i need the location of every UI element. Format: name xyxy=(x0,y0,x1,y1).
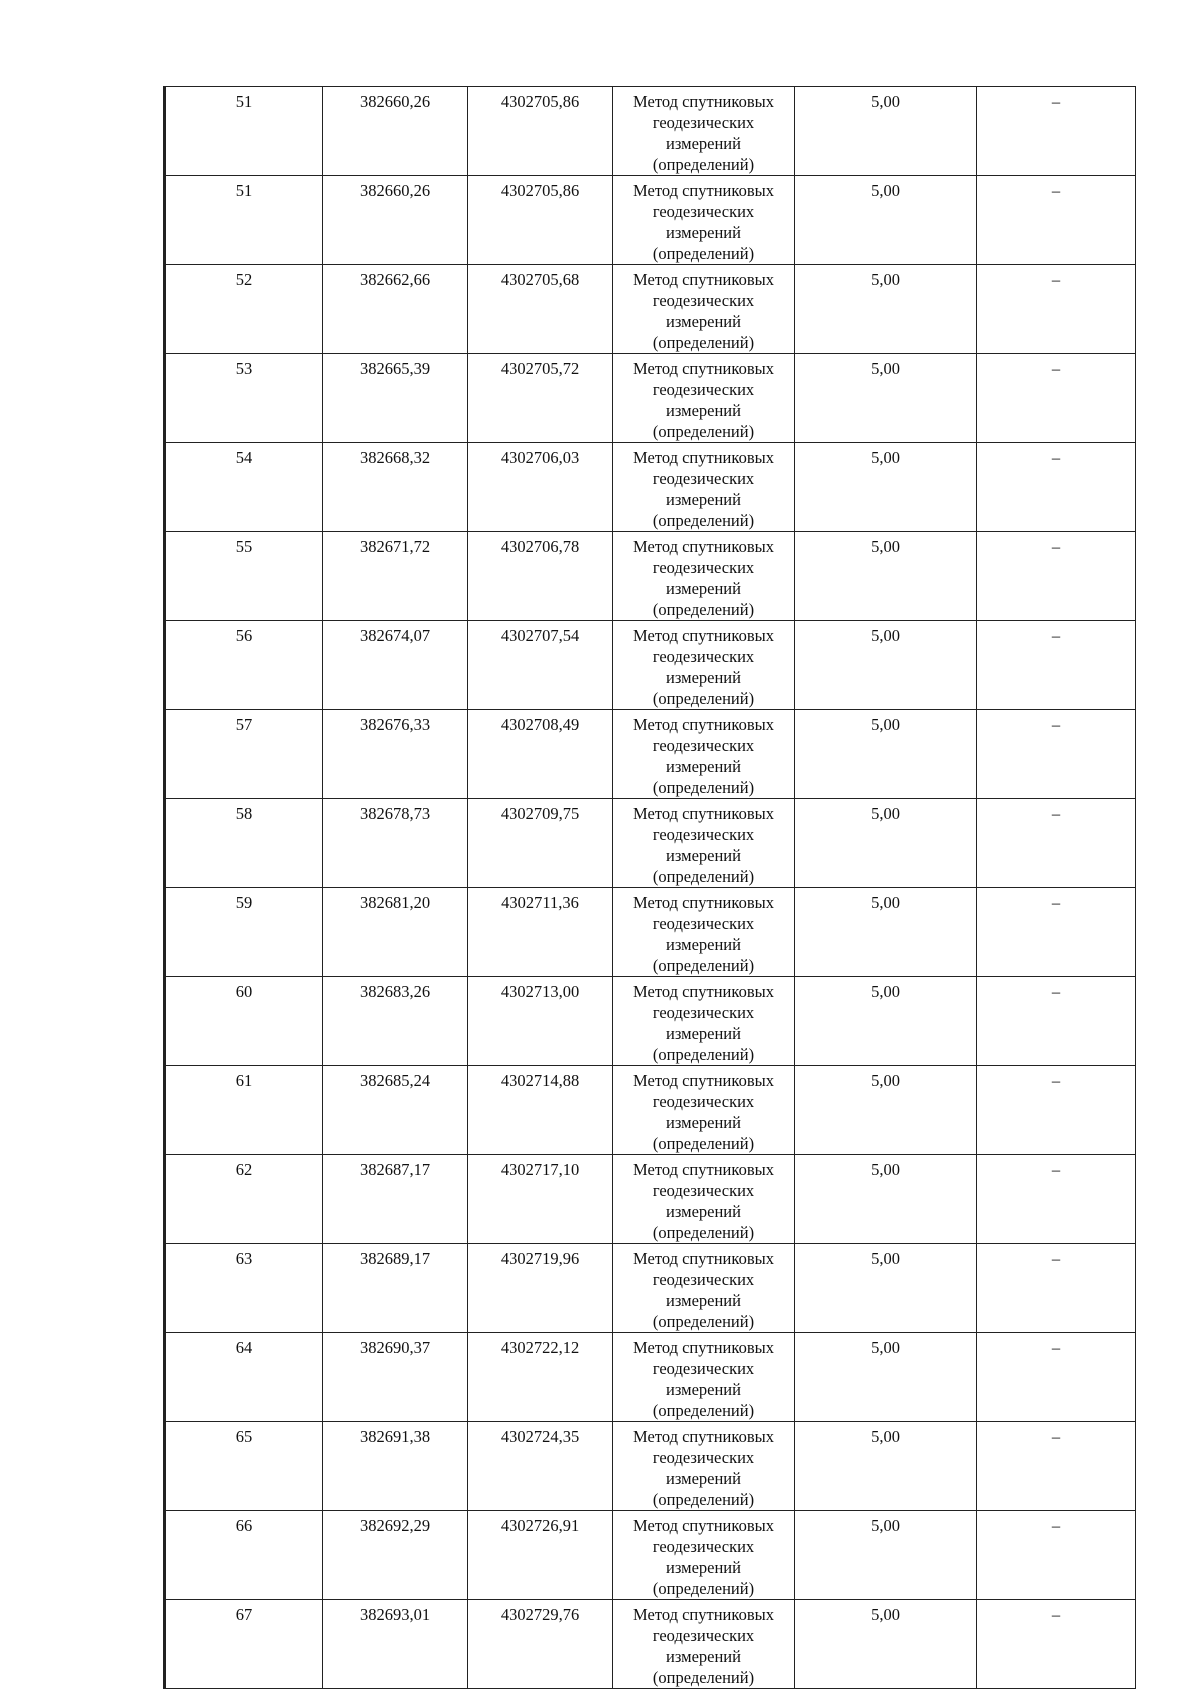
coordinates-table xyxy=(163,86,1136,1689)
method-text-line: геодезических xyxy=(652,1092,755,1111)
method-text-line: геодезических xyxy=(652,113,755,132)
note-cell: – xyxy=(977,1511,1136,1600)
method-text-line: Метод спутниковых xyxy=(633,92,774,111)
method-text-line: Метод спутниковых xyxy=(633,537,774,556)
method-cell xyxy=(613,443,795,532)
precision-cell: 5,00 xyxy=(795,710,977,799)
method-text-line: Метод спутниковых xyxy=(633,1516,774,1535)
x-coordinate-cell: 382685,24 xyxy=(323,1066,468,1155)
note-cell: – xyxy=(977,1066,1136,1155)
precision-cell: 5,00 xyxy=(795,176,977,265)
table-row xyxy=(165,621,1136,710)
method-text-line: (определений) xyxy=(652,1579,755,1598)
note-cell: – xyxy=(977,621,1136,710)
method-text-line: геодезических xyxy=(652,1181,755,1200)
point-number-cell: 57 xyxy=(165,710,323,799)
point-number-cell: 51 xyxy=(165,87,323,176)
note-cell: – xyxy=(977,888,1136,977)
point-number-cell: 62 xyxy=(165,1155,323,1244)
method-text-line: геодезических xyxy=(652,202,755,221)
method-text-line: геодезических xyxy=(652,1448,755,1467)
x-coordinate-cell: 382676,33 xyxy=(323,710,468,799)
point-number-cell: 58 xyxy=(165,799,323,888)
table-row xyxy=(165,799,1136,888)
table-row xyxy=(165,977,1136,1066)
method-text-line: измерений xyxy=(666,757,741,776)
method-text-line: Метод спутниковых xyxy=(633,448,774,467)
point-number-cell: 63 xyxy=(165,1244,323,1333)
method-text-line: Метод спутниковых xyxy=(633,982,774,1001)
point-number-cell: 67 xyxy=(165,1600,323,1689)
method-text-line: (определений) xyxy=(652,1312,755,1331)
method-text-line: геодезических xyxy=(652,291,755,310)
precision-cell: 5,00 xyxy=(795,1422,977,1511)
method-cell xyxy=(613,799,795,888)
method-text-line: (определений) xyxy=(652,600,755,619)
y-coordinate-cell: 4302713,00 xyxy=(468,977,613,1066)
precision-cell: 5,00 xyxy=(795,977,977,1066)
method-text-line: (определений) xyxy=(652,956,755,975)
method-cell xyxy=(613,710,795,799)
y-coordinate-cell: 4302708,49 xyxy=(468,710,613,799)
method-text-line: измерений xyxy=(666,1380,741,1399)
method-cell xyxy=(613,1155,795,1244)
method-text-line: измерений xyxy=(666,935,741,954)
y-coordinate-cell: 4302722,12 xyxy=(468,1333,613,1422)
table-row xyxy=(165,443,1136,532)
method-text-line: Метод спутниковых xyxy=(633,270,774,289)
point-number-cell: 59 xyxy=(165,888,323,977)
method-text-line: геодезических xyxy=(652,647,755,666)
x-coordinate-cell: 382665,39 xyxy=(323,354,468,443)
method-text-line: (определений) xyxy=(652,689,755,708)
method-text-line: измерений xyxy=(666,490,741,509)
method-text-line: геодезических xyxy=(652,380,755,399)
x-coordinate-cell: 382689,17 xyxy=(323,1244,468,1333)
y-coordinate-cell: 4302705,86 xyxy=(468,176,613,265)
method-text-line: измерений xyxy=(666,1291,741,1310)
method-text-line: геодезических xyxy=(652,469,755,488)
point-number-cell: 64 xyxy=(165,1333,323,1422)
point-number-cell: 56 xyxy=(165,621,323,710)
point-number-cell: 53 xyxy=(165,354,323,443)
point-number-cell: 60 xyxy=(165,977,323,1066)
y-coordinate-cell: 4302706,78 xyxy=(468,532,613,621)
table-row xyxy=(165,176,1136,265)
note-cell: – xyxy=(977,1422,1136,1511)
point-number-cell: 52 xyxy=(165,265,323,354)
method-text-line: геодезических xyxy=(652,1270,755,1289)
table-row xyxy=(165,532,1136,621)
method-text-line: Метод спутниковых xyxy=(633,359,774,378)
method-text-line: измерений xyxy=(666,1024,741,1043)
x-coordinate-cell: 382690,37 xyxy=(323,1333,468,1422)
point-number-cell: 61 xyxy=(165,1066,323,1155)
method-text-line: (определений) xyxy=(652,422,755,441)
method-text-line: (определений) xyxy=(652,778,755,797)
method-text-line: (определений) xyxy=(652,867,755,886)
method-cell xyxy=(613,1333,795,1422)
method-text-line: Метод спутниковых xyxy=(633,1071,774,1090)
y-coordinate-cell: 4302726,91 xyxy=(468,1511,613,1600)
method-text-line: измерений xyxy=(666,1558,741,1577)
method-text-line: геодезических xyxy=(652,1003,755,1022)
method-text-line: (определений) xyxy=(652,1134,755,1153)
table-row xyxy=(165,1155,1136,1244)
point-number-cell: 51 xyxy=(165,176,323,265)
note-cell: – xyxy=(977,1155,1136,1244)
method-text-line: измерений xyxy=(666,401,741,420)
y-coordinate-cell: 4302711,36 xyxy=(468,888,613,977)
y-coordinate-cell: 4302709,75 xyxy=(468,799,613,888)
method-cell xyxy=(613,1244,795,1333)
note-cell: – xyxy=(977,176,1136,265)
method-cell xyxy=(613,977,795,1066)
method-text-line: измерений xyxy=(666,1202,741,1221)
method-text-line: (определений) xyxy=(652,1401,755,1420)
precision-cell: 5,00 xyxy=(795,354,977,443)
y-coordinate-cell: 4302724,35 xyxy=(468,1422,613,1511)
method-text-line: Метод спутниковых xyxy=(633,1338,774,1357)
note-cell: – xyxy=(977,1600,1136,1689)
method-cell xyxy=(613,1066,795,1155)
precision-cell: 5,00 xyxy=(795,1333,977,1422)
x-coordinate-cell: 382687,17 xyxy=(323,1155,468,1244)
y-coordinate-cell: 4302705,72 xyxy=(468,354,613,443)
table-row xyxy=(165,87,1136,176)
note-cell: – xyxy=(977,1244,1136,1333)
method-text-line: геодезических xyxy=(652,914,755,933)
method-text-line: измерений xyxy=(666,312,741,331)
table-row xyxy=(165,1422,1136,1511)
coordinates-table-body xyxy=(165,87,1136,1689)
y-coordinate-cell: 4302707,54 xyxy=(468,621,613,710)
method-cell xyxy=(613,176,795,265)
note-cell: – xyxy=(977,710,1136,799)
y-coordinate-cell: 4302705,68 xyxy=(468,265,613,354)
method-cell xyxy=(613,265,795,354)
method-text-line: (определений) xyxy=(652,1045,755,1064)
table-row xyxy=(165,1244,1136,1333)
note-cell: – xyxy=(977,443,1136,532)
method-text-line: Метод спутниковых xyxy=(633,893,774,912)
x-coordinate-cell: 382692,29 xyxy=(323,1511,468,1600)
point-number-cell: 66 xyxy=(165,1511,323,1600)
method-text-line: измерений xyxy=(666,134,741,153)
note-cell: – xyxy=(977,799,1136,888)
method-text-line: геодезических xyxy=(652,1359,755,1378)
method-text-line: геодезических xyxy=(652,558,755,577)
x-coordinate-cell: 382668,32 xyxy=(323,443,468,532)
precision-cell: 5,00 xyxy=(795,1155,977,1244)
method-text-line: измерений xyxy=(666,579,741,598)
method-text-line: (определений) xyxy=(652,1223,755,1242)
precision-cell: 5,00 xyxy=(795,265,977,354)
note-cell: – xyxy=(977,532,1136,621)
y-coordinate-cell: 4302729,76 xyxy=(468,1600,613,1689)
precision-cell: 5,00 xyxy=(795,1511,977,1600)
note-cell: – xyxy=(977,87,1136,176)
method-cell xyxy=(613,532,795,621)
table-row xyxy=(165,1066,1136,1155)
method-text-line: измерений xyxy=(666,846,741,865)
method-cell xyxy=(613,1511,795,1600)
precision-cell: 5,00 xyxy=(795,1066,977,1155)
method-text-line: Метод спутниковых xyxy=(633,626,774,645)
x-coordinate-cell: 382660,26 xyxy=(323,176,468,265)
method-text-line: Метод спутниковых xyxy=(633,1249,774,1268)
table-row xyxy=(165,1333,1136,1422)
precision-cell: 5,00 xyxy=(795,1600,977,1689)
method-text-line: Метод спутниковых xyxy=(633,1427,774,1446)
method-cell xyxy=(613,1422,795,1511)
method-text-line: Метод спутниковых xyxy=(633,1160,774,1179)
method-cell xyxy=(613,87,795,176)
method-cell xyxy=(613,621,795,710)
x-coordinate-cell: 382691,38 xyxy=(323,1422,468,1511)
table-row xyxy=(165,888,1136,977)
y-coordinate-cell: 4302719,96 xyxy=(468,1244,613,1333)
table-row xyxy=(165,265,1136,354)
point-number-cell: 65 xyxy=(165,1422,323,1511)
method-text-line: (определений) xyxy=(652,244,755,263)
y-coordinate-cell: 4302714,88 xyxy=(468,1066,613,1155)
precision-cell: 5,00 xyxy=(795,888,977,977)
point-number-cell: 54 xyxy=(165,443,323,532)
x-coordinate-cell: 382693,01 xyxy=(323,1600,468,1689)
method-text-line: Метод спутниковых xyxy=(633,1605,774,1624)
x-coordinate-cell: 382660,26 xyxy=(323,87,468,176)
method-text-line: измерений xyxy=(666,1647,741,1666)
method-text-line: (определений) xyxy=(652,1490,755,1509)
method-text-line: (определений) xyxy=(652,1668,755,1687)
method-text-line: Метод спутниковых xyxy=(633,181,774,200)
x-coordinate-cell: 382662,66 xyxy=(323,265,468,354)
method-text-line: геодезических xyxy=(652,1537,755,1556)
method-cell xyxy=(613,1600,795,1689)
precision-cell: 5,00 xyxy=(795,532,977,621)
table-row xyxy=(165,1511,1136,1600)
method-cell xyxy=(613,888,795,977)
point-number-cell: 55 xyxy=(165,532,323,621)
method-text-line: Метод спутниковых xyxy=(633,804,774,823)
method-text-line: измерений xyxy=(666,668,741,687)
method-text-line: (определений) xyxy=(652,333,755,352)
method-text-line: геодезических xyxy=(652,736,755,755)
method-text-line: измерений xyxy=(666,223,741,242)
precision-cell: 5,00 xyxy=(795,1244,977,1333)
note-cell: – xyxy=(977,977,1136,1066)
precision-cell: 5,00 xyxy=(795,621,977,710)
x-coordinate-cell: 382681,20 xyxy=(323,888,468,977)
method-text-line: геодезических xyxy=(652,825,755,844)
precision-cell: 5,00 xyxy=(795,799,977,888)
x-coordinate-cell: 382671,72 xyxy=(323,532,468,621)
method-text-line: измерений xyxy=(666,1469,741,1488)
y-coordinate-cell: 4302717,10 xyxy=(468,1155,613,1244)
note-cell: – xyxy=(977,354,1136,443)
x-coordinate-cell: 382674,07 xyxy=(323,621,468,710)
method-cell xyxy=(613,354,795,443)
table-row xyxy=(165,710,1136,799)
y-coordinate-cell: 4302706,03 xyxy=(468,443,613,532)
method-text-line: (определений) xyxy=(652,155,755,174)
method-text-line: Метод спутниковых xyxy=(633,715,774,734)
precision-cell: 5,00 xyxy=(795,87,977,176)
precision-cell: 5,00 xyxy=(795,443,977,532)
table-row xyxy=(165,354,1136,443)
note-cell: – xyxy=(977,265,1136,354)
x-coordinate-cell: 382683,26 xyxy=(323,977,468,1066)
y-coordinate-cell: 4302705,86 xyxy=(468,87,613,176)
note-cell: – xyxy=(977,1333,1136,1422)
method-text-line: (определений) xyxy=(652,511,755,530)
table-row xyxy=(165,1600,1136,1689)
method-text-line: геодезических xyxy=(652,1626,755,1645)
x-coordinate-cell: 382678,73 xyxy=(323,799,468,888)
method-text-line: измерений xyxy=(666,1113,741,1132)
